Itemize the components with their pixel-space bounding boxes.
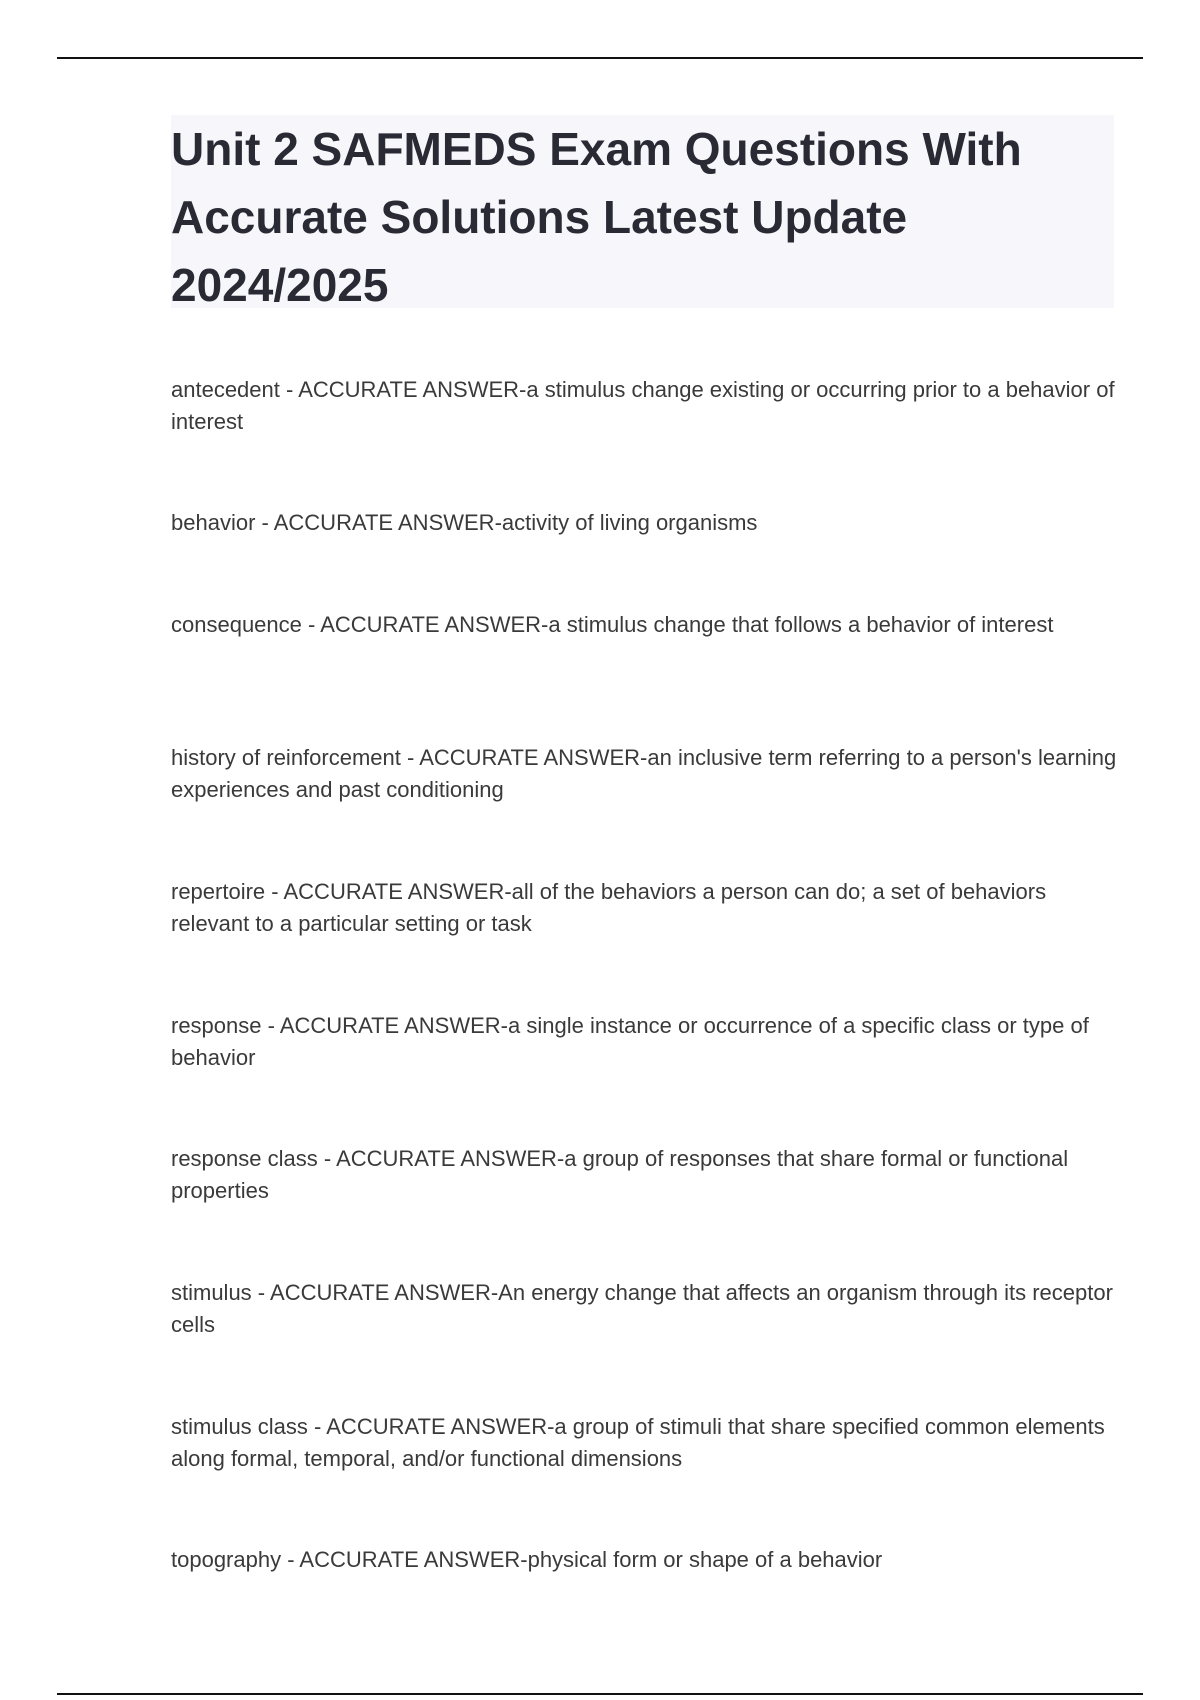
document-title: Unit 2 SAFMEDS Exam Questions With Accurate Solutions Latest Update 2024/2025 xyxy=(171,123,1022,311)
definition-text: response class - ACCURATE ANSWER-a group of responses that share formal or functional properties xyxy=(171,1146,1069,1203)
definition-entry xyxy=(171,876,1121,940)
definition-text: antecedent - ACCURATE ANSWER-a stimulus change existing or occurring prior to a behavior of interest xyxy=(171,377,1115,434)
definition-text: behavior - ACCURATE ANSWER-activity of living organisms xyxy=(171,510,758,535)
definition-text: repertoire - ACCURATE ANSWER-all of the behaviors a person can do; a set of behaviors relevant to a particular setting or task xyxy=(171,879,1047,936)
definition-text: response - ACCURATE ANSWER-a single instance or occurrence of a specific class or type of behavior xyxy=(171,1013,1089,1070)
definition-entry xyxy=(171,609,1121,641)
definition-text: consequence - ACCURATE ANSWER-a stimulus change that follows a behavior of interest xyxy=(171,612,1054,637)
definition-text: stimulus class - ACCURATE ANSWER-a group of stimuli that share specified common elements along formal, temporal, and/or functional dimensions xyxy=(171,1414,1105,1471)
definition-entry xyxy=(171,1277,1121,1341)
definition-text: stimulus - ACCURATE ANSWER-An energy change that affects an organism through its receptor cells xyxy=(171,1280,1113,1337)
bottom-rule xyxy=(57,1693,1143,1695)
definition-text: history of reinforcement - ACCURATE ANSWER-an inclusive term referring to a person's learning experiences and past conditioning xyxy=(171,745,1117,802)
definition-entry xyxy=(171,742,1121,806)
definition-text: topography - ACCURATE ANSWER-physical form or shape of a behavior xyxy=(171,1547,883,1572)
definition-entry xyxy=(171,1411,1121,1475)
definition-entry xyxy=(171,507,1121,539)
definition-entry xyxy=(171,1010,1121,1074)
title-block xyxy=(171,115,1114,311)
definition-entry xyxy=(171,1143,1121,1207)
definition-entry xyxy=(171,374,1121,438)
definition-entry xyxy=(171,1544,1121,1576)
top-rule xyxy=(57,57,1143,59)
